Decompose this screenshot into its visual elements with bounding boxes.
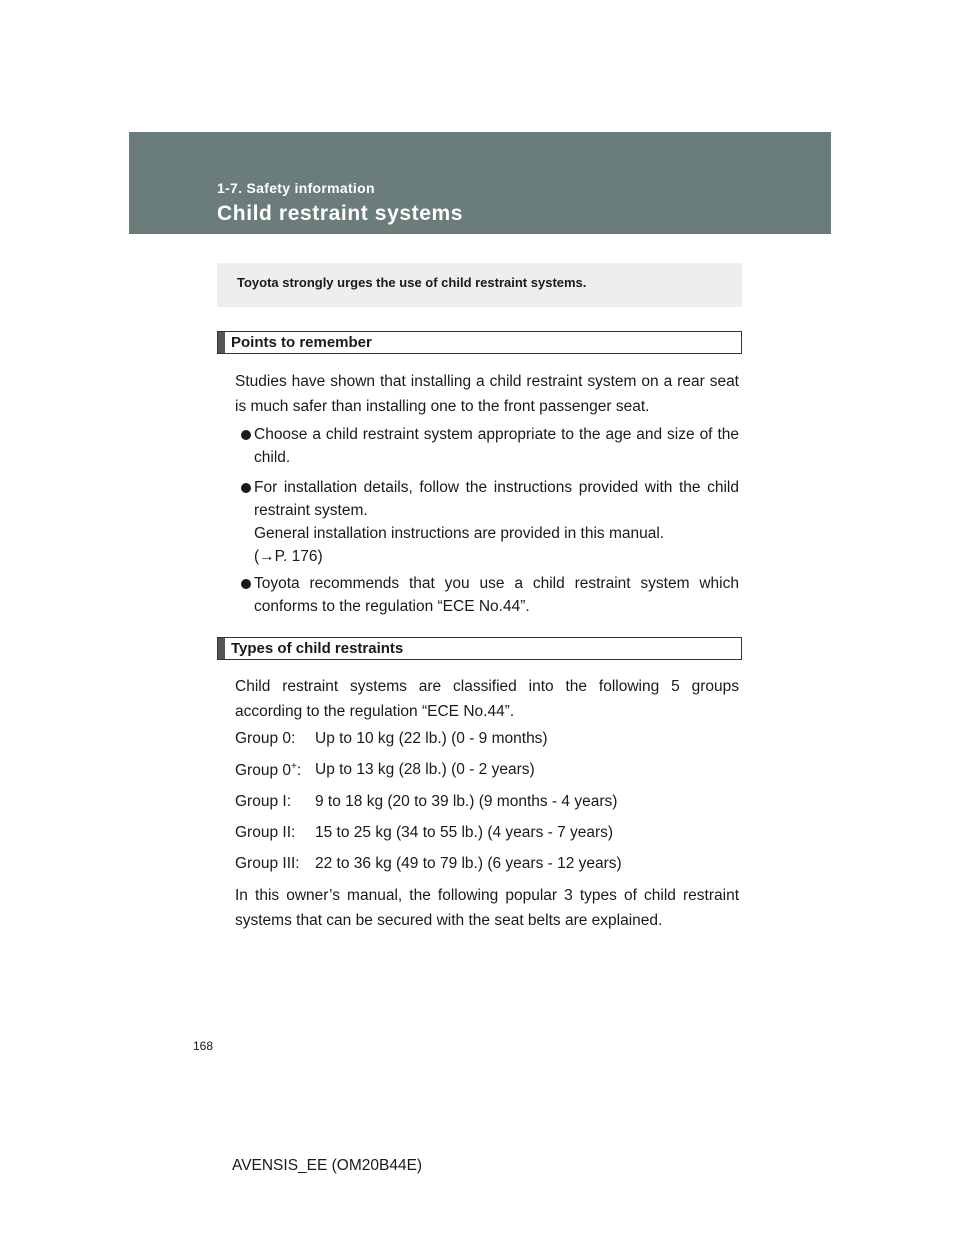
points-paragraph: Studies have shown that installing a child restraint system on a rear seat is much safer than installing one to the front passenger seat. [235,373,739,415]
types-paragraph: Child restraint systems are classified into the following 5 groups according to the regulation “ECE No.44”. [235,678,739,720]
bullet-icon [241,579,251,589]
bullet-item [235,476,739,568]
bullet-text: Choose a child restraint system appropriate to the age and size of the child. [254,426,739,466]
page-reference-link[interactable]: (→P. 176) [254,548,323,565]
section-heading-text: Points to remember [231,334,372,351]
group-label [235,761,301,780]
header-band [129,132,831,234]
bullet-text: Toyota recommends that you use a child restraint system which conforms to the regulation “ECE No.44”. [254,575,739,615]
group-value: 15 to 25 kg (34 to 55 lb.) (4 years - 7 years) [315,824,614,841]
group-value: 22 to 36 kg (49 to 79 lb.) (6 years - 12 years) [315,855,622,872]
bullet-icon [241,483,251,493]
bullet-item [235,572,739,618]
bullet-item [235,423,739,469]
group-label-suffix: : [296,762,302,780]
group-label: Group I: [235,793,291,810]
group-value: Up to 10 kg (22 lb.) (0 - 9 months) [315,730,548,747]
page-number: 168 [193,1039,214,1053]
group-label: Group II: [235,824,296,841]
footer-code: AVENSIS_EE (OM20B44E) [232,1157,423,1174]
group-label: Group III: [235,855,300,872]
page-title: Child restraint systems [217,202,464,225]
group-label-sup: + [291,761,297,772]
group-label-base: Group 0 [235,762,292,780]
intro-text: Toyota strongly urges the use of child restraint systems. [237,275,587,290]
group-label: Group 0: [235,730,296,747]
section-heading-text: Types of child restraints [231,640,404,657]
bullet-text: For installation details, follow the instructions provided with the child restraint system. [254,479,739,519]
bullet-subline: General installation instructions are provided in this manual. [254,525,665,542]
section-label: 1-7. Safety information [217,180,375,196]
group-value: 9 to 18 kg (20 to 39 lb.) (9 months - 4 years) [315,793,618,810]
intro-box [217,263,742,307]
bullet-icon [241,430,251,440]
types-outro-paragraph: In this owner’s manual, the following popular 3 types of child restraint systems that can be secured with the seat belts are explained. [235,887,739,929]
section-heading-types [217,637,742,660]
group-value: Up to 13 kg (28 lb.) (0 - 2 years) [315,761,535,778]
section-heading-points [217,331,742,354]
